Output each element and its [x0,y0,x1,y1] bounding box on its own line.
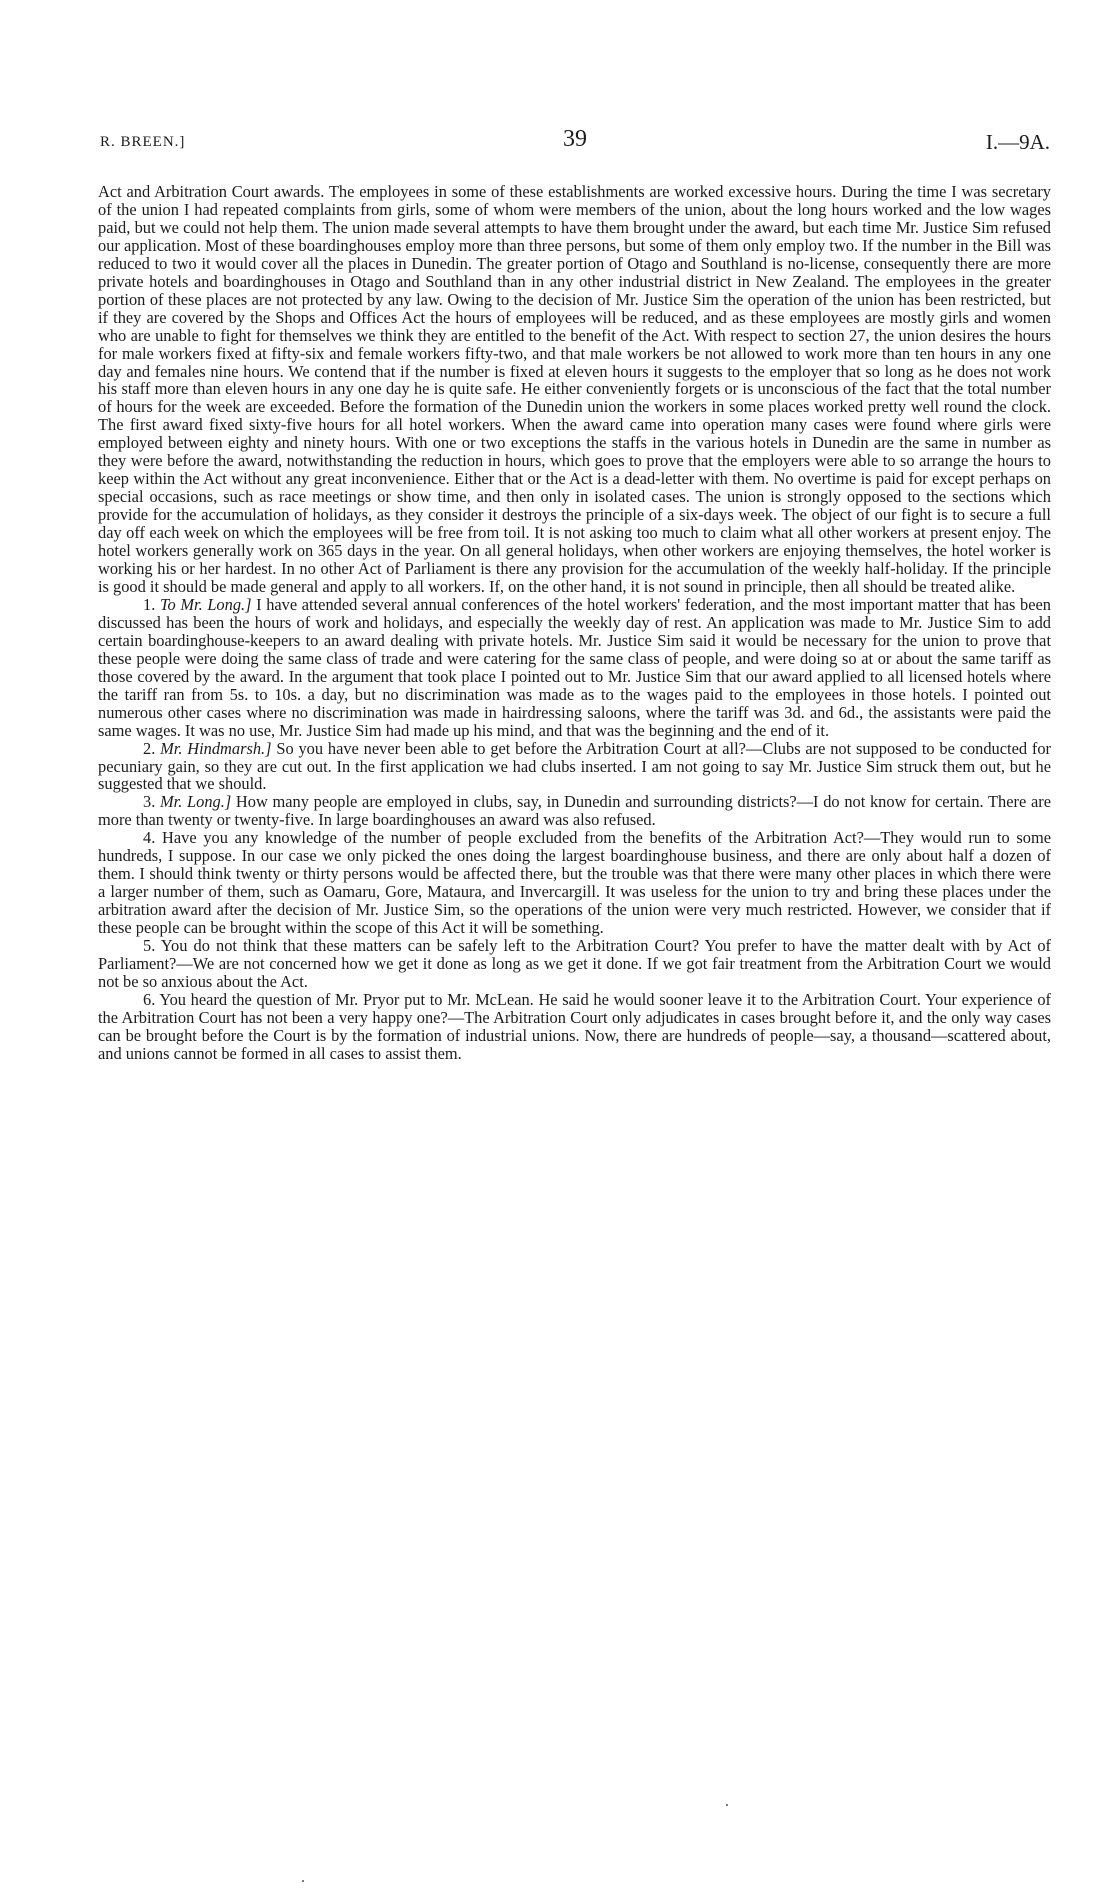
question-number: 3. [143,792,156,812]
question-2 [98,740,1051,794]
question-3 [98,793,1051,829]
question-4 [98,829,1051,937]
paragraph-evidence-statement: Act and Arbitration Court awards. The employees in some of these establishments are worked excessive hours. During the time I was secretary of the union I had repeated complaints from girls, some of whom were members of the union, about the long hours worked and the low wages paid, but we could not help them. The union made several attempts to have them brought under the award, but each time Mr. Justice Sim refused our application. Most of these boardinghouses employ more than three persons, but some of them only employ two. If the number in the Bill was reduced to two it would cover all the places in Dunedin. The greater portion of Otago and Southland is no-license, consequently there are more private hotels and boardinghouses in Otago and Southland than in any other industrial district in New Zealand. The employees in the greater portion of these places are not protected by any law. Owing to the decision of Mr. Justice Sim the operation of the union has been restricted, but if they are covered by the Shops and Offices Act the hours of employees will be reduced, and as these employees are mostly girls and women who are unable to fight for themselves we think they are entitled to the benefit of the Act. With respect to section 27, the union desires the hours for male workers fixed at fifty-six and female workers fifty-two, and that male workers be not allowed to work more than ten hours in any one day and females nine hours. We contend that if the number is fixed at eleven hours it suggests to the employer that so long as he does not work his staff more than eleven hours in any one day he is quite safe. He either conveniently forgets or is unconscious of the fact that the total number of hours for the week are exceeded. Before the formation of the Dunedin union the workers in some places worked pretty well round the clock. The first award fixed sixty-five hours for all hotel workers. When the award came into operation many cases were found where girls were employed between eighty and ninety hours. With one or two exceptions the staffs in the various hotels in Dunedin are the same in number as they were before the award, notwithstanding the reduction in hours, which goes to prove that the employers were able to so arrange the hours to keep within the Act without any great inconvenience. Either that or the Act is a dead-letter with them. No overtime is paid for except perhaps on special occasions, such as race meetings or show time, and then only in isolated cases. The union is strongly opposed to the sections which provide for the accumulation of holidays, as they consider it destroys the principle of a six-days week. The object of our fight is to secure a full day off each week on which the employees will be free from toil. It is not asking too much to claim what all other workers at present enjoy. The hotel workers generally work on 365 days in the year. On all general holidays, when other workers are enjoying themselves, the hotel worker is working his or her hardest. In no other Act of Parliament is there any provision for the accumulation of the weekly half-holiday. If the principle is good it should be made general and apply to all workers. If, on the other hand, it is not sound in principle, then all should be treated alike. [98,182,1051,596]
question-number: 5. [143,936,156,956]
question-6 [98,991,1051,1063]
page-header [100,126,1050,160]
question-number: 6. [143,989,156,1009]
question-number: 1. [143,594,156,614]
body-text [98,183,1051,1063]
question-text: Have you any knowledge of the number of people excluded from the benefits of the Arbitration Act?—They would run to some hundreds, I suppose. In our case we only picked the ones doing the largest boardinghouse business, and there are only about half a dozen of them. I should think twenty or thirty persons would be affected there, but the trouble was that there were many other places in which there were a larger number of them, such as Oamaru, Gore, Mataura, and Invercargill. It was useless for the union to try and bring these places under the arbitration award after the decision of Mr. Justice Sim, so the operations of the union were very much restricted. However, we consider that if these people can be brought within the scope of this Act it will be something. [98,828,1051,938]
header-witness-name: R. BREEN.] [100,134,186,150]
question-number: 4. [143,828,156,848]
question-5 [98,937,1051,991]
question-text: You heard the question of Mr. Pryor put to Mr. McLean. He said he would sooner leave it to the Arbitration Court. Your experience of the Arbitration Court has not been a very happy one?—The Arbitration Court only adjudicates in cases brought before it, and the only way cases can be brought before the Court is by the formation of industrial unions. Now, there are hundreds of people—say, a thousand—scattered about, and unions cannot be formed in all cases to assist them. [98,989,1051,1063]
question-number: 2. [143,738,156,758]
question-text: So you have never been able to get before the Arbitration Court at all?—Clubs are not supposed to be conducted for pecuniary gain, so they are cut out. In the first application we had clubs inserted. I am not going to say Mr. Justice Sim struck them out, but he suggested that we should. [98,738,1051,794]
question-text: I have attended several annual conferences of the hotel workers' federation, and the most important matter that has been discussed has been the hours of work and holidays, and especially the weekly day of rest. An application was made to Mr. Justice Sim to add certain boardinghouse-keepers to an award dealing with private hotels. Mr. Justice Sim said it would be necessary for the union to prove that these people were doing the same class of trade and were catering for the same class of people, and were doing so at or about the same tariff as those covered by the award. In the argument that took place I pointed out to Mr. Justice Sim that our award applied to all licensed hotels where the tariff ran from 5s. to 10s. a day, but no discrimination was made as to the wages paid to the employees in those hotels. I pointed out numerous other cases where no discrimination was made in hairdressing saloons, where the tariff was 3d. and 6d., the assistants were paid the same wages. It was no use, Mr. Justice Sim had made up his mind, and that was the beginning and the end of it. [98,594,1051,740]
paper-reference: I.—9A. [985,130,1050,154]
scan-speck [302,1880,304,1882]
speaker-label: To Mr. Long.] [159,594,252,614]
page-number: 39 [563,126,587,152]
scan-speck [726,1804,728,1806]
question-1 [98,596,1051,740]
question-text: How many people are employed in clubs, say, in Dunedin and surrounding districts?—I do not know for certain. There are more than twenty or twenty-five. In large boardinghouses an award was also refused. [98,792,1051,830]
question-text: You do not think that these matters can be safely left to the Arbitration Court? You prefer to have the matter dealt with by Act of Parliament?—We are not concerned how we get it done as long as we get it done. If we got fair treatment from the Arbitration Court we would not be so anxious about the Act. [98,936,1051,991]
speaker-label: Mr. Hindmarsh.] [160,738,272,758]
speaker-label: Mr. Long.] [160,792,232,812]
